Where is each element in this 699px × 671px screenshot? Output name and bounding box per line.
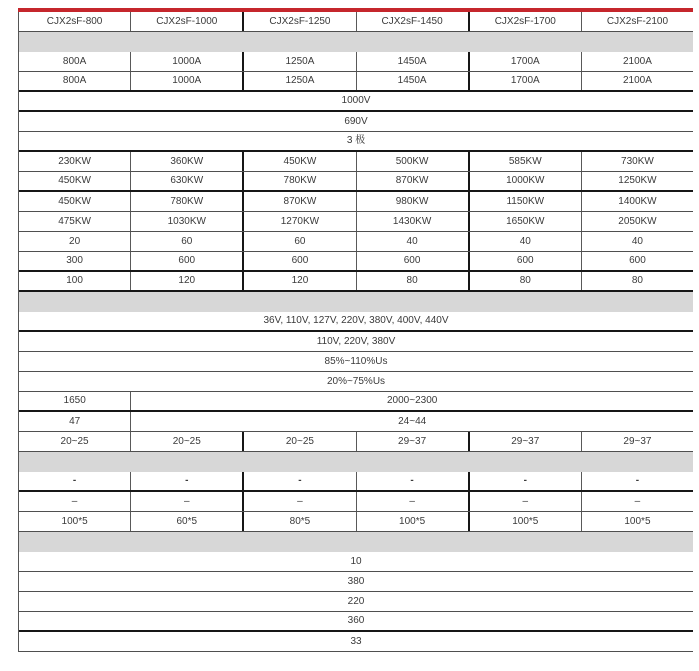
table-cell: 360KW bbox=[131, 152, 244, 171]
table-cell-full-span: 33 bbox=[350, 635, 362, 647]
table-cell-full-span: 85%~110%Us bbox=[324, 355, 388, 367]
table-cell: – bbox=[131, 492, 244, 511]
table-cell: 450KW bbox=[19, 172, 131, 190]
column-header: CJX2sF-1450 bbox=[357, 12, 470, 31]
table-cell: 450KW bbox=[19, 192, 131, 211]
table-cell: 120 bbox=[131, 272, 244, 290]
table-cell: 100 bbox=[19, 272, 131, 290]
table-cell: - bbox=[131, 472, 244, 490]
table-row bbox=[19, 92, 693, 112]
table-cell: - bbox=[244, 472, 356, 490]
table-cell: 60*5 bbox=[131, 512, 244, 531]
table-cell-full-span: 110V, 220V, 380V bbox=[316, 335, 396, 347]
table-row bbox=[19, 632, 693, 652]
table-cell: 100*5 bbox=[624, 515, 651, 527]
table-cell: 2100A bbox=[622, 55, 652, 67]
table-cell: – bbox=[357, 492, 470, 511]
table-cell: 100*5 bbox=[470, 512, 582, 531]
table-cell-full-span: 10 bbox=[350, 555, 362, 567]
table-cell: 870KW bbox=[357, 172, 470, 190]
table-cell: – bbox=[244, 492, 356, 511]
table-row bbox=[19, 312, 693, 332]
table-row bbox=[19, 132, 693, 152]
table-cell: 29~37 bbox=[357, 432, 470, 451]
table-row bbox=[19, 512, 693, 532]
table-row bbox=[19, 212, 693, 232]
gray-spacer-row bbox=[19, 32, 693, 52]
table-cell: 40 bbox=[470, 232, 582, 251]
table-cell: 1250KW bbox=[618, 175, 657, 186]
column-header: CJX2sF-1250 bbox=[244, 12, 356, 31]
table-cell: 1000A bbox=[131, 72, 244, 90]
table-row bbox=[19, 592, 693, 612]
table-cell: – bbox=[19, 492, 131, 511]
table-cell: 2050KW bbox=[618, 215, 657, 227]
table-cell: 450KW bbox=[244, 152, 356, 171]
table-cell: 780KW bbox=[131, 192, 244, 211]
table-cell: 1150KW bbox=[470, 192, 582, 211]
table-cell: 1270KW bbox=[244, 212, 356, 231]
table-row bbox=[19, 152, 693, 172]
table-cell-full-span: 3 极 bbox=[346, 135, 366, 146]
table-cell: 40 bbox=[631, 235, 643, 247]
table-cell: 230KW bbox=[19, 152, 131, 171]
table-cell: 600 bbox=[131, 252, 244, 270]
table-cell: 60 bbox=[244, 232, 356, 251]
table-row bbox=[19, 352, 693, 372]
table-cell: 20~25 bbox=[19, 432, 131, 451]
table-row bbox=[19, 492, 693, 512]
table-cell: – bbox=[470, 492, 582, 511]
table-cell: 600 bbox=[357, 252, 470, 270]
table-cell: 800A bbox=[19, 52, 131, 71]
table-cell: 47 bbox=[19, 412, 131, 431]
table-cell: 600 bbox=[629, 255, 646, 266]
table-cell: 1430KW bbox=[357, 212, 470, 231]
table-cell-full-span: 220 bbox=[347, 595, 365, 607]
table-cell: 500KW bbox=[357, 152, 470, 171]
table-cell: 870KW bbox=[244, 192, 356, 211]
table-cell: 1650KW bbox=[470, 212, 582, 231]
table-cell: 80 bbox=[470, 272, 582, 290]
table-cell: 1650 bbox=[19, 392, 131, 410]
table-cell: 600 bbox=[470, 252, 582, 270]
table-cell: 20~25 bbox=[244, 432, 356, 451]
table-row bbox=[19, 572, 693, 592]
table-cell-full-span: 36V, 110V, 127V, 220V, 380V, 400V, 440V bbox=[263, 315, 449, 326]
table-cell: 1030KW bbox=[131, 212, 244, 231]
table-cell-full-span: 1000V bbox=[341, 95, 371, 106]
table-row bbox=[19, 432, 693, 452]
table-cell: 20 bbox=[19, 232, 131, 251]
table-cell: 475KW bbox=[19, 212, 131, 231]
table-cell: 630KW bbox=[131, 172, 244, 190]
gray-spacer-row bbox=[19, 532, 693, 552]
table-row bbox=[19, 412, 693, 432]
spec-table-rows bbox=[18, 12, 693, 652]
column-header: CJX2sF-2100 bbox=[606, 15, 669, 27]
table-cell-full-span: 20%~75%Us bbox=[326, 375, 386, 387]
table-cell: 1700A bbox=[470, 52, 582, 71]
table-cell: 585KW bbox=[470, 152, 582, 171]
table-cell-full-span: 380 bbox=[347, 575, 365, 587]
table-cell: 80*5 bbox=[244, 512, 356, 531]
table-cell: 980KW bbox=[357, 192, 470, 211]
table-cell: 1450A bbox=[357, 52, 470, 71]
table-cell-full-span: 360 bbox=[347, 615, 365, 626]
table-cell: 29~37 bbox=[623, 435, 652, 447]
table-row bbox=[19, 472, 693, 492]
table-cell: 80 bbox=[357, 272, 470, 290]
table-cell: 29~37 bbox=[470, 432, 582, 451]
table-cell: 1000KW bbox=[470, 172, 582, 190]
table-row bbox=[19, 172, 693, 192]
table-row bbox=[19, 372, 693, 392]
table-cell: – bbox=[634, 495, 641, 507]
table-row bbox=[19, 332, 693, 352]
table-row bbox=[19, 232, 693, 252]
table-row bbox=[19, 192, 693, 212]
table-row bbox=[19, 52, 693, 72]
table-row bbox=[19, 552, 693, 572]
table-cell-full-span: 690V bbox=[344, 115, 368, 127]
column-header: CJX2sF-1000 bbox=[131, 12, 244, 31]
table-cell-span: 2000~2300 bbox=[386, 395, 438, 406]
table-row bbox=[19, 72, 693, 92]
table-cell: 1700A bbox=[470, 72, 582, 90]
gray-spacer-row bbox=[19, 452, 693, 472]
table-cell: 100*5 bbox=[357, 512, 470, 531]
table-cell: 300 bbox=[19, 252, 131, 270]
gray-spacer-row bbox=[19, 292, 693, 312]
table-row bbox=[19, 612, 693, 632]
table-cell: 1450A bbox=[357, 72, 470, 90]
table-row bbox=[19, 112, 693, 132]
table-cell: - bbox=[19, 472, 131, 490]
table-header-row bbox=[19, 12, 693, 32]
table-cell: 20~25 bbox=[131, 432, 244, 451]
table-cell: 40 bbox=[357, 232, 470, 251]
table-cell: 1000A bbox=[131, 52, 244, 71]
table-cell: - bbox=[470, 472, 582, 490]
column-header: CJX2sF-800 bbox=[19, 12, 131, 31]
spec-table bbox=[18, 8, 693, 652]
table-cell: 120 bbox=[244, 272, 356, 290]
table-cell-span: 24~44 bbox=[398, 415, 427, 427]
table-cell: 100*5 bbox=[19, 512, 131, 531]
table-cell: 1250A bbox=[244, 52, 356, 71]
table-cell: 800A bbox=[19, 72, 131, 90]
table-cell: 2100A bbox=[622, 75, 652, 86]
table-cell: 1250A bbox=[244, 72, 356, 90]
table-cell: 600 bbox=[244, 252, 356, 270]
table-cell: 1400KW bbox=[618, 195, 657, 207]
table-row bbox=[19, 252, 693, 272]
table-cell: 80 bbox=[631, 275, 643, 286]
column-header: CJX2sF-1700 bbox=[470, 12, 582, 31]
table-cell: 60 bbox=[131, 232, 244, 251]
table-row bbox=[19, 272, 693, 292]
table-row bbox=[19, 392, 693, 412]
table-cell: - bbox=[635, 475, 640, 486]
table-cell: - bbox=[357, 472, 470, 490]
table-cell: 780KW bbox=[244, 172, 356, 190]
table-cell: 730KW bbox=[621, 155, 654, 167]
